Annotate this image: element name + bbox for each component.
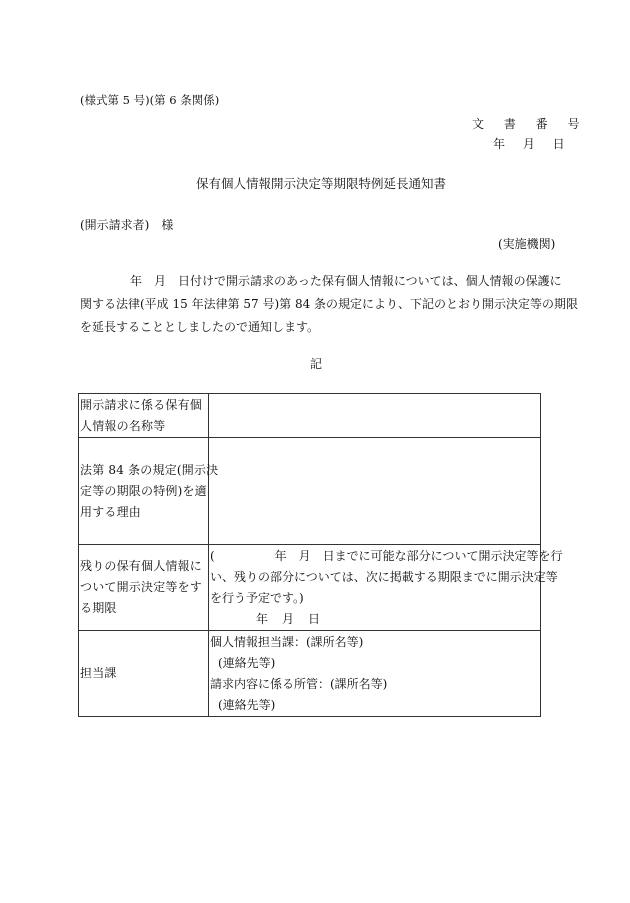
row-value-reason [209, 438, 541, 545]
form-number: (様式第 5 号)(第 6 条関係) [80, 93, 220, 107]
row-value-department [209, 631, 541, 717]
page-title: 保有個人情報開示決定等期限特例延長通知書 [196, 176, 447, 191]
notice-table [78, 393, 563, 717]
label-line: 残りの保有個人情報に [80, 559, 203, 573]
row-label-info-name [79, 394, 209, 438]
label-line: 法第 84 条の規定(開示決 [80, 462, 219, 477]
label-line: 定等の期限の特例)を適 [80, 483, 207, 498]
notice-body [80, 270, 579, 339]
deadline-date: 年 月 日 [256, 612, 322, 626]
table-row [79, 631, 541, 717]
value-line: を行う予定です。) [210, 591, 304, 605]
requester-addressee: (開示請求者) 様 [80, 218, 174, 232]
value-line: (連絡先等) [218, 656, 276, 670]
label-line: 人情報の名称等 [80, 418, 166, 433]
label-line: ついて開示決定等をす [80, 580, 203, 594]
label-line: る期限 [80, 601, 117, 615]
row-value-deadline [209, 545, 563, 631]
row-label-deadline [79, 545, 209, 631]
ki-heading: 記 [310, 357, 323, 371]
table-row [79, 545, 541, 631]
table-row [79, 438, 541, 545]
label-line: 開示請求に係る保有個 [80, 397, 203, 412]
label-line: 担当課 [80, 666, 117, 680]
implementing-agency: (実施機関) [498, 237, 556, 251]
row-label-reason [79, 438, 219, 545]
label-line: 用する理由 [80, 504, 142, 519]
value-line: ( 年 月 日までに可能な部分について開示決定等を行 [210, 549, 563, 563]
row-value-info-name [209, 394, 541, 438]
table-row [79, 394, 541, 438]
document-date: 年 月 日 [493, 137, 572, 151]
body-line: を延長することとしましたので通知します。 [80, 320, 320, 334]
value-line: 請求内容に係る所管：(課所名等) [210, 677, 388, 691]
row-label-department [79, 631, 209, 717]
value-line: (連絡先等) [218, 698, 276, 712]
value-line: い、残りの部分については、次に掲載する期限までに開示決定等 [210, 570, 558, 584]
body-line: 年 月 日付けで開示請求のあった保有個人情報については、個人情報の保護に [130, 274, 562, 288]
document-number: 文 書 番 号 [472, 117, 588, 131]
value-line: 個人情報担当課：(課所名等) [210, 635, 364, 649]
body-line: 関する法律(平成 15 年法律第 57 号)第 84 条の規定により、下記のとおり開示決定等の期限 [80, 297, 579, 311]
